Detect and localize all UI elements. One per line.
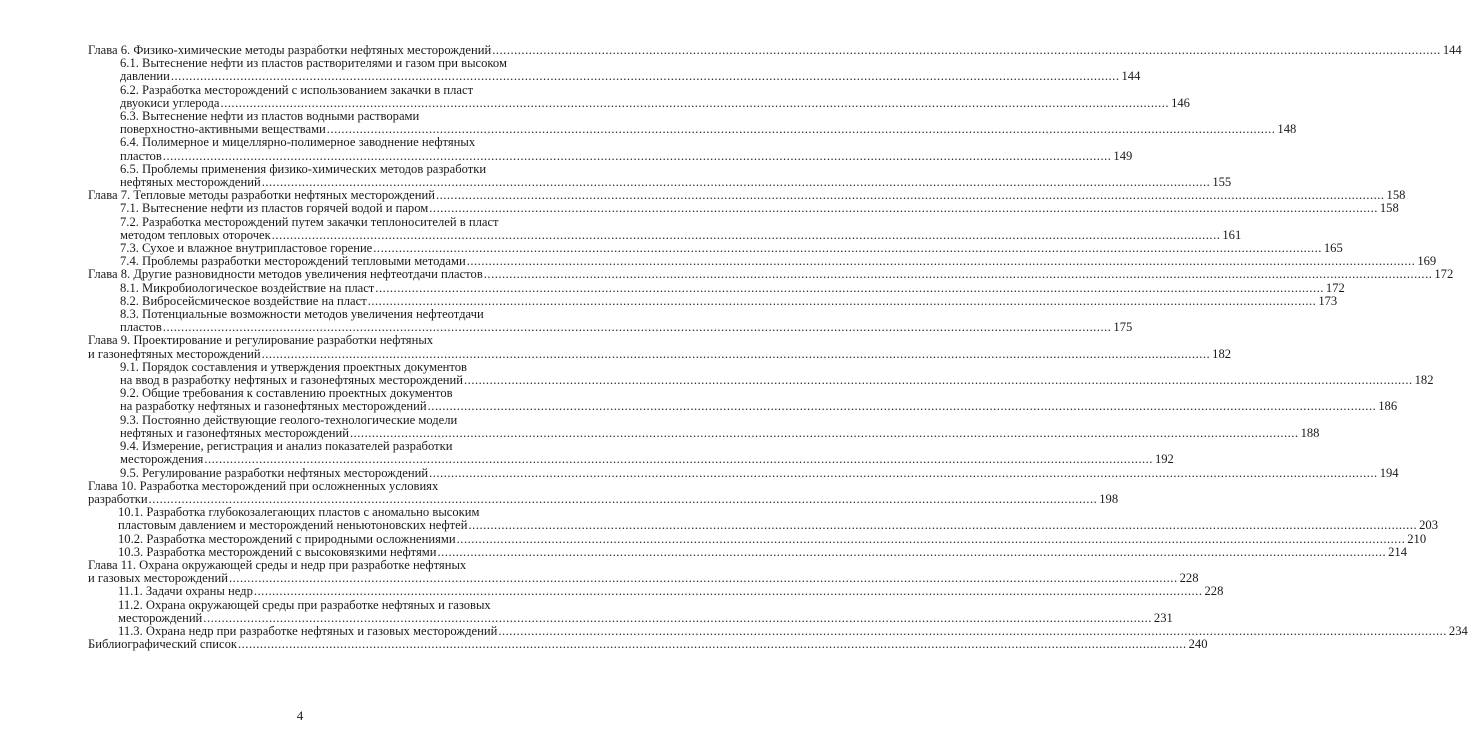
toc-leader-dots: .................................................................................................................................................................................................................................................................... xyxy=(229,571,1178,586)
toc-chapter-entry xyxy=(88,478,1119,506)
toc-page-number: 210 xyxy=(1407,531,1427,546)
toc-entry-title: 8.2. Вибросейсмическое воздействие на пласт xyxy=(120,293,367,308)
toc-section-entry xyxy=(120,412,1320,440)
toc-leader-dots: .................................................................................................................................................................................................................................................................... xyxy=(271,227,1221,242)
toc-leader-dots: .................................................................................................................................................................................................................................................................... xyxy=(456,531,1406,546)
page-number: 4 xyxy=(296,708,304,723)
toc-section-entry xyxy=(118,584,1224,599)
toc-entry-title: и газовых месторождений xyxy=(88,571,228,586)
toc-page-number: 158 xyxy=(1386,188,1406,203)
toc-entry-title: методом тепловых оторочек xyxy=(120,227,271,242)
toc-page-number: 146 xyxy=(1171,95,1190,110)
toc-page-number: 172 xyxy=(1325,280,1345,295)
toc-entry-title-line: 8.3. Потенциальные возможности методов увеличения нефтеотдачи xyxy=(120,307,484,322)
table-of-contents xyxy=(88,43,1468,652)
toc-page-number: 148 xyxy=(1277,122,1297,137)
toc-page-number: 234 xyxy=(1448,623,1468,638)
toc-section-entry xyxy=(120,56,1141,84)
toc-entry-title-line: 6.2. Разработка месторождений с использованием закачки в пласт xyxy=(120,82,474,97)
toc-entry-title: Глава 6. Физико-химические методы разработки нефтяных месторождений xyxy=(88,43,492,57)
toc-leader-dots: .................................................................................................................................................................................................................................................................... xyxy=(429,465,1378,480)
toc-chapter-entry xyxy=(88,267,1454,282)
toc-section-entry xyxy=(120,82,1190,110)
toc-leader-dots: .................................................................................................................................................................................................................................................................... xyxy=(162,148,1112,163)
toc-page-number: 231 xyxy=(1153,610,1173,625)
toc-entry-title-line: 10.1. Разработка глубокозалегающих пластов с аномально высоким xyxy=(118,505,480,520)
toc-entry-title: двуокиси углерода xyxy=(120,95,220,110)
toc-section-entry xyxy=(120,161,1232,190)
toc-entry-title: месторождения xyxy=(120,452,204,467)
toc-page-number: 144 xyxy=(1442,43,1462,57)
toc-entry-title: 11.3. Охрана недр при разработке нефтяных и газовых месторождений xyxy=(118,623,498,638)
toc-page-number: 240 xyxy=(1188,637,1208,652)
toc-section-entry xyxy=(120,307,1133,335)
toc-entry-title: давлении xyxy=(120,69,170,84)
toc-entry-title: 9.5. Регулирование разработки нефтяных месторождений xyxy=(120,465,429,480)
toc-entry-title: 10.2. Разработка месторождений с природными осложнениями xyxy=(118,531,456,546)
toc-chapter-entry xyxy=(88,637,1208,652)
toc-leader-dots: .................................................................................................................................................................................................................................................................... xyxy=(261,175,1211,190)
toc-section-entry xyxy=(118,544,1407,559)
toc-page-number: 155 xyxy=(1212,175,1232,190)
toc-entry-title: Глава 7. Тепловые методы разработки нефтяных месторождений xyxy=(88,188,435,203)
toc-entry-title-line: Глава 9. Проектирование и регулирование разработки нефтяных xyxy=(88,333,434,348)
toc-entry-title: нефтяных месторождений xyxy=(120,175,261,190)
toc-section-entry xyxy=(120,465,1399,480)
toc-entry-title-line: 9.1. Порядок составления и утверждения проектных документов xyxy=(120,359,468,374)
toc-entry-title-line: 6.5. Проблемы применения физико-химических методов разработки xyxy=(120,161,487,176)
toc-section-entry xyxy=(118,597,1173,625)
toc-leader-dots: .................................................................................................................................................................................................................................................................... xyxy=(326,122,1276,137)
toc-entry-title: 7.1. Вытеснение нефти из пластов горячей водой и паром xyxy=(120,201,429,216)
toc-entry-title: на разработку нефтяных и газонефтяных месторождений xyxy=(120,399,427,414)
toc-leader-dots: .................................................................................................................................................................................................................................................................... xyxy=(373,241,1322,256)
toc-entry-title-line: Глава 11. Охрана окружающей среды и недр при разработке нефтяных xyxy=(88,557,467,572)
toc-entry-title-line: 6.1. Вытеснение нефти из пластов растворителями и газом при высоком xyxy=(120,56,507,71)
toc-leader-dots: .................................................................................................................................................................................................................................................................... xyxy=(375,280,1324,295)
toc-section-entry xyxy=(120,439,1174,467)
toc-page-number: 186 xyxy=(1378,399,1398,414)
toc-page-number: 188 xyxy=(1300,425,1320,440)
toc-leader-dots: .................................................................................................................................................................................................................................................................... xyxy=(238,637,1187,652)
toc-entry-title: пластовым давлением и месторождений неньютоновских нефтей xyxy=(118,518,468,533)
toc-section-entry xyxy=(118,531,1427,546)
toc-section-entry xyxy=(120,280,1345,295)
toc-entry-title: нефтяных и газонефтяных месторождений xyxy=(120,425,349,440)
toc-page-number: 228 xyxy=(1204,584,1224,599)
toc-entry-title: и газонефтяных месторождений xyxy=(88,346,261,361)
toc-page-number: 228 xyxy=(1179,571,1199,586)
toc-leader-dots: .................................................................................................................................................................................................................................................................... xyxy=(162,320,1112,335)
toc-page-number: 203 xyxy=(1419,518,1438,533)
toc-section-entry xyxy=(120,109,1297,137)
toc-leader-dots: .................................................................................................................................................................................................................................................................... xyxy=(148,491,1098,506)
toc-leader-dots: .................................................................................................................................................................................................................................................................... xyxy=(220,95,1170,110)
toc-page-number: 169 xyxy=(1417,254,1437,269)
toc-entry-title: поверхностно-активными веществами xyxy=(120,122,326,137)
toc-leader-dots: .................................................................................................................................................................................................................................................................... xyxy=(427,399,1377,414)
toc-leader-dots: .................................................................................................................................................................................................................................................................... xyxy=(261,346,1211,361)
toc-leader-dots: .................................................................................................................................................................................................................................................................... xyxy=(349,425,1299,440)
toc-leader-dots: .................................................................................................................................................................................................................................................................... xyxy=(204,452,1153,467)
toc-page-number: 182 xyxy=(1414,373,1434,388)
toc-page-number: 144 xyxy=(1121,69,1141,84)
toc-entry-title: пластов xyxy=(120,148,162,163)
toc-leader-dots: .................................................................................................................................................................................................................................................................... xyxy=(464,373,1413,388)
toc-page-number: 158 xyxy=(1379,201,1399,216)
toc-page-number: 198 xyxy=(1099,491,1119,506)
toc-section-entry xyxy=(120,201,1399,216)
toc-entry-title-line: 6.3. Вытеснение нефти из пластов водными растворами xyxy=(120,109,420,124)
toc-entry-title-line: 6.4. Полимерное и мицеллярно-полимерное заводнение нефтяных xyxy=(120,135,476,150)
toc-page-number: 182 xyxy=(1212,346,1232,361)
toc-page-number: 175 xyxy=(1113,320,1133,335)
toc-entry-title: месторождений xyxy=(118,610,203,625)
toc-page-number: 165 xyxy=(1323,241,1343,256)
toc-chapter-entry xyxy=(88,557,1199,586)
toc-leader-dots: .................................................................................................................................................................................................................................................................... xyxy=(435,188,1385,203)
toc-entry-title-line: Глава 10. Разработка месторождений при осложненных условиях xyxy=(88,478,439,493)
toc-section-entry xyxy=(120,214,1242,242)
toc-leader-dots: .................................................................................................................................................................................................................................................................... xyxy=(468,518,1418,533)
toc-entry-title: на ввод в разработку нефтяных и газонефтяных месторождений xyxy=(120,373,464,388)
toc-section-entry xyxy=(120,386,1398,414)
toc-entry-title-line: 9.3. Постоянно действующие геолого-технологические модели xyxy=(120,412,458,427)
toc-page-number: 149 xyxy=(1113,148,1133,163)
toc-page-number: 173 xyxy=(1318,293,1338,308)
toc-page-number: 214 xyxy=(1388,544,1407,559)
toc-entry-title-line: 9.2. Общие требования к составлению проектных документов xyxy=(120,386,453,401)
toc-page-number: 161 xyxy=(1222,227,1242,242)
toc-page-number: 172 xyxy=(1434,267,1454,282)
toc-page-number: 194 xyxy=(1379,465,1399,480)
toc-leader-dots: .................................................................................................................................................................................................................................................................... xyxy=(483,267,1433,282)
toc-entry-title: разработки xyxy=(88,491,148,506)
toc-entry-title: 7.4. Проблемы разработки месторождений тепловыми методами xyxy=(120,254,466,269)
toc-leader-dots: .................................................................................................................................................................................................................................................................... xyxy=(203,610,1152,625)
toc-section-entry xyxy=(120,359,1434,388)
toc-entry-title-line: 9.4. Измерение, регистрация и анализ показателей разработки xyxy=(120,439,453,454)
toc-entry-title: 11.1. Задачи охраны недр xyxy=(118,584,253,599)
toc-entry-title: пластов xyxy=(120,320,162,335)
toc-leader-dots: .................................................................................................................................................................................................................................................................... xyxy=(466,254,1416,269)
toc-entry-title-line: 7.2. Разработка месторождений путем закачки теплоносителей в пласт xyxy=(120,214,499,229)
toc-section-entry xyxy=(118,505,1438,533)
toc-entry-title: Глава 8. Другие разновидности методов увеличения нефтеотдачи пластов xyxy=(88,267,483,282)
toc-chapter-entry xyxy=(88,333,1232,361)
toc-entry-title-line: 11.2. Охрана окружающей среды при разработке нефтяных и газовых xyxy=(118,597,491,612)
toc-leader-dots: .................................................................................................................................................................................................................................................................... xyxy=(253,584,1203,599)
toc-leader-dots: .................................................................................................................................................................................................................................................................... xyxy=(170,69,1120,84)
toc-entry-title: 10.3. Разработка месторождений с высоковязкими нефтями xyxy=(118,544,437,559)
toc-leader-dots: .................................................................................................................................................................................................................................................................... xyxy=(429,201,1378,216)
toc-leader-dots: .................................................................................................................................................................................................................................................................... xyxy=(437,544,1387,559)
toc-leader-dots: .................................................................................................................................................................................................................................................................... xyxy=(498,623,1447,638)
toc-page-number: 192 xyxy=(1154,452,1174,467)
toc-leader-dots: .................................................................................................................................................................................................................................................................... xyxy=(367,293,1317,308)
toc-entry-title: 8.1. Микробиологическое воздействие на пласт xyxy=(120,280,375,295)
toc-section-entry xyxy=(120,135,1133,163)
toc-entry-title: Библиографический список xyxy=(88,637,237,652)
toc-leader-dots: .................................................................................................................................................................................................................................................................... xyxy=(492,43,1441,57)
toc-entry-title: 7.3. Сухое и влажное внутрипластовое горение xyxy=(120,241,373,256)
